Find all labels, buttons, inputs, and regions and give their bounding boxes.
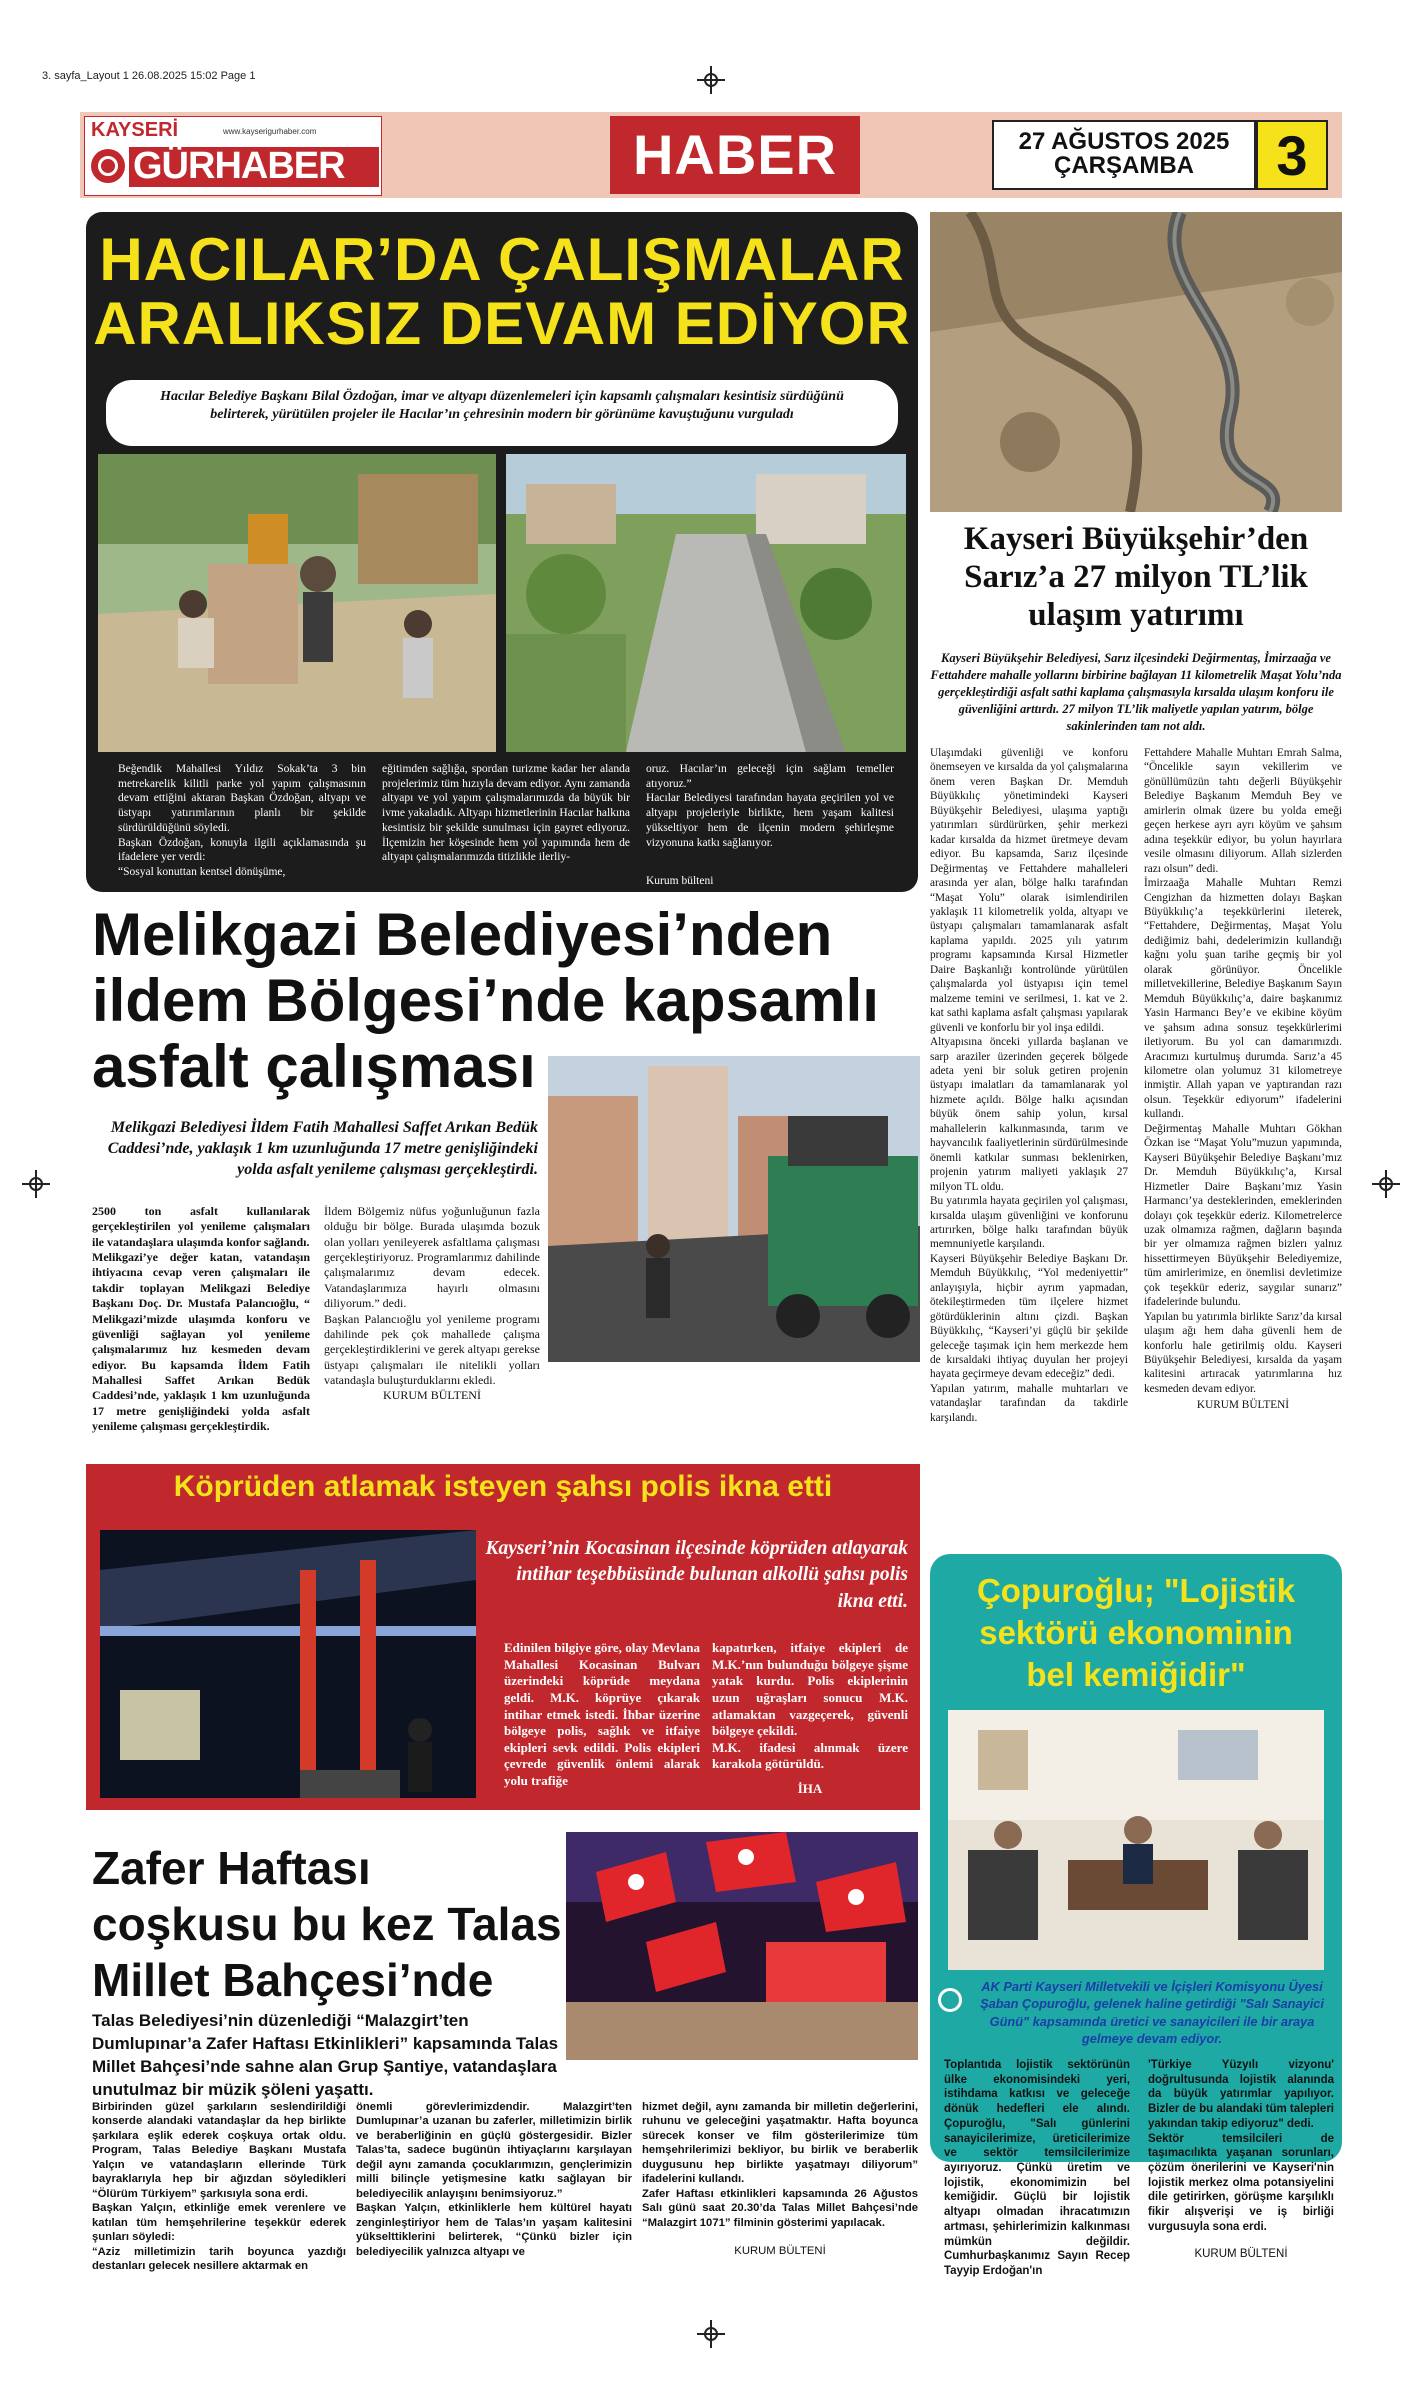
copuroglu-body-col2 <box>1148 2058 1334 2261</box>
hacilar-body-col1 <box>118 762 366 880</box>
sariz-title-line1: Kayseri Büyükşehir’den <box>963 521 1309 557</box>
bullet-icon <box>938 1988 962 2012</box>
registration-mark-icon <box>22 1170 50 1198</box>
zafer-title <box>92 1840 572 2008</box>
melikgazi-title-line2: ildem Bölgesi’nde kapsamlı <box>92 967 879 1034</box>
section-title: HABER <box>610 116 860 194</box>
registration-mark-icon <box>1372 1170 1400 1198</box>
sariz-byline: KURUM BÜLTENİ <box>1196 1399 1290 1412</box>
sariz-photo-aerial-road <box>930 212 1342 512</box>
kopru-col1-text: Edinilen bilgiye göre, olay Mevlana Mahallesi Kocasinan Bulvarı üzerindeki köprüde meydana geldi. M.K. köprüye çıkarak intihar etmek istedi. İhbar üzerine bölgeye polis, sağlık ve itfaiye ekipleri sevk edildi. Polis ekipleri çevrede güvenlik önlemi alarak yolu trafiğe <box>504 1640 700 1788</box>
logo-top: KAYSERİ <box>91 119 179 141</box>
hacilar-lead: Hacılar Belediye Başkanı Bilal Özdoğan, imar ve altyapı düzenlemeleri için kapsamlı çalışmaları kesintisiz sürdüğünü belirterek, yürütülen projeler ile Hacılar’ın çehresinin modern bir görünüme kavuştuğunu vurguladı <box>106 380 898 446</box>
kopru-photo-bridge-night <box>100 1530 476 1798</box>
logo <box>84 116 382 196</box>
copuroglu-title <box>930 1570 1342 1696</box>
date: 27 AĞUSTOS 2025 <box>1018 128 1230 155</box>
zafer-photo-concert <box>566 1832 918 2060</box>
sariz-lead: Kayseri Büyükşehir Belediyesi, Sarız ilçesindeki Değirmentaş, İmirzaağa ve Fettahdere mahalle yollarını birbirine bağlayan 11 kilometrelik Maşat Yolu’nda gerçekleştirdiği asfalt sathi kaplama çalışmasıyla kırsalda ulaşım konforu ile güvenliğini arttırdı. 27 milyon TL’lik maliyetle yapılan yatırım, bölge sakinlerinden tam not aldı. <box>930 651 1342 733</box>
zafer-title-line1: Zafer Haftası <box>92 1842 371 1894</box>
melikgazi-body-col2 <box>324 1204 540 1404</box>
sariz-body-col1 <box>930 746 1128 1425</box>
copuroglu-title-line3: bel kemiğidir" <box>1026 1656 1246 1693</box>
kopru-body-col2 <box>712 1640 908 1798</box>
hacilar-body-col3 <box>646 762 894 889</box>
zafer-body-col2 <box>356 2100 632 2259</box>
zafer-byline: KURUM BÜLTENİ <box>734 2245 826 2258</box>
melikgazi-lead: Melikgazi Belediyesi İldem Fatih Mahallesi Saffet Arıkan Bedük Caddesi’nde, yaklaşık 1 km uzunluğunda 17 metre genişliğindeki yolda asfalt yenileme çalışması gerçekleştirdi. <box>107 1119 538 1178</box>
kopru-title: Köprüden atlamak isteyen şahsı polis ikna etti <box>173 1470 833 1503</box>
copuroglu-byline: KURUM BÜLTENİ <box>1194 2247 1288 2260</box>
sariz-title-line2: Sarız’a 27 milyon TL’lik <box>964 559 1308 595</box>
masthead <box>80 112 1342 198</box>
logo-gur: GÜR <box>133 145 215 187</box>
zafer-title-line3: Millet Bahçesi’nde <box>92 1954 494 2006</box>
logo-haber: HABER <box>214 145 345 187</box>
registration-mark-icon <box>697 66 725 94</box>
hacilar-col1-text: Beğendik Mahallesi Yıldız Sokak’ta 3 bin metrekarelik kilitli parke yol yapım çalışmasının devam ettiğini aktaran Başkan Özdoğan, altyapı ve üstyapı yatırımlarının planlı bir şekilde sürdürüldüğünü söyledi. Başkan Özdoğan, konuyla ilgili açıklamasında şu ifadelere yer verdi: “Sosyal konuttan kentsel dönüşüme, <box>118 763 366 879</box>
hacilar-col3-text: oruz. Hacılar’ın geleceği için sağlam temeller atıyoruz.” Hacılar Belediyesi tarafından hayata geçirilen yol ve altyapı projeleriyle birlikte, hem yaşam kalitesi yükseltiyor hem de ilçenin modern şehirleşme vizyonuna katkı sağlanıyor. <box>646 763 894 849</box>
zafer-col2-text: önemli görevlerimizdendir. Malazgirt’ten Dumlupınar’a uzanan bu zaferler, milletimizin birlik ve beraberliğinin en güçlü göstergesidir. Bizler Talas’ta, sadece bugünün ihtiyaçlarını karşılayan değil aynı zamanda çocuklarımızın, gençlerimizin milli bilinçle yetişmesine katkı sağlayan bir belediyecilik anlayışını benimsiyoruz.” Başkan Yalçın, etkinliklerle hem kültürel hayatı zenginleştiriyor hem de Talas’ın yaşam kalitesini yükselttiklerini belirterek, “Çünkü bizler için belediyecilik yalnızca altyapı ve <box>356 2101 632 2258</box>
zafer-lead: Talas Belediyesi’nin düzenlediği “Malazgirt’ten Dumlupınar’a Zafer Haftası Etkinlikleri” kapsamında Talas Millet Bahçesi’nde sahne alan Grup Şantiye, vatandaşlara unutulmaz bir müzik şöleni yaşattı. <box>92 2011 559 2099</box>
hacilar-byline: Kurum bülteni <box>646 875 714 888</box>
copuroglu-body-col1 <box>944 2058 1130 2279</box>
copuroglu-col1-text: Toplantıda lojistik sektörünün ülke ekonomisindeki yeri, istihdama katkısı ve geleceğe dönük hedefleri ele alındı. Çopuroğlu, "Salı günlerini sanayicilerimize, üreticilerimize ve sektör temsilcilerimize ayırıyoruz. Çünkü üretim ve lojistik, ekonomimizin bel kemiğidir. Güçlü bir lojistik altyapı olmadan ihracatımızın artması, şehirlerimizin kalkınması mümkün değildir. Cumhurbaşkanımız Sayın Recep Tayyip Erdoğan'ın <box>944 2059 1130 2278</box>
registration-mark-icon <box>697 2320 725 2348</box>
hacilar-col2-text: eğitimden sağlığa, spordan turizme kadar her alanda projelerimiz tüm hızıyla devam ediyor. Aynı zamanda altyapı ve yol yapım çalışmalarımızda da büyük bir ivme yakaladık. Altyapı hizmetlerinin Hacılar halkına kesintisiz bir şekilde sunulması için gayret ediyoruz. İlçemizin her köşesinde hem yol yapımında hem de altyapı çalışmalarımızda titizlikle ilerliy- <box>382 763 630 864</box>
sariz-body-col2 <box>1144 746 1342 1413</box>
logo-url: www.kayserigurhaber.com <box>223 127 317 136</box>
sariz-col2-text: Fettahdere Mahalle Muhtarı Emrah Salma, “Öncelikle sayın vekillerim ve gönüllümüzün tahtı değerli Büyükşehir Belediye Başkanım Memduh Bey ve amirlerin olmak üzere bu yolda emeği geçen herkese ayrı ayrı köyüm ve şahsım adına teşekkür ediyor, bu yolun hayırlara vesile olmasını diliyorum. Allah sizlerden razı olsun” dedi. İmirzaağa Mahalle Muhtarı Remzi Cengizhan da hizmetten dolayı Başkan Büyükkılıç’a teşekkürlerini ileterek, “Fettahdere, Değirmentaş, Maşat Yolu dediğimiz bahi, dedelerimizin kullandığı kağnı yolu şuan tarihe geçmiş bir yol olarak görünüyor. Öncelikle milletvekillerine, Belediye Başkanım Sayın Memduh Büyükkılıç’a, daire başkanımız Yasin Harmancı Bey’e ve ekibine köyüm ve şahsım adına sonsuz teşekkürlerimi iletiyorum. Bu yol can damarımızdı. Aracımızı kurtulmuş durumda. Sarız’a 45 kilometre olan yolumuz 31 kilometreye inmiştir. Allah yapan ve yaptırandan razı olsun. Teşekkür ediyorum” ifadelerini kullandı. Değirmentaş Mahalle Muhtarı Gökhan Özkan ise “Maşat Yolu”muzun yapımında, Kayseri Büyükşehir Belediye Başkanı’mız Dr. Memduh Büyükkılıç’a, Kırsal Hizmetler Daire Başkanı’mız Yasin Harmancı’ya desteklerinden, emeklerinden dolayı çok teşekkür ederiz. Kilometrelerce uzak olmamıza rağmen, dağların başında bir yer olmamıza rağmen bizlerı yalnız hissettirmeyen Büyükşehir Belediyemize, tüm amirlerimize, en önemlisi devletimize çok teşekkür ederiz, saygılar sunarız” ifadelerinde bulundu. Yapılan bu yatırımla birlikte Sarız’da kırsal ulaşım ağı hem daha güvenli hem de konforlu hale getirilmiş oldu. Kayseri Büyükşehir Belediyesi, kırsalda da yaşam kalitesini artıracak yatırımlarına hız kesmeden devam ediyor. <box>1144 747 1342 1395</box>
date-box <box>992 120 1342 190</box>
hacilar-title-line2: ARALIKSIZ DEVAM EDİYOR <box>93 290 911 357</box>
melikgazi-col2-text: İldem Bölgemiz nüfus yoğunluğunun fazla olduğu bir bölge. Burada ulaşımda bozuk olan yolları yenileyerek asfaltlama çalışması gerçekleştiriyoruz. Programlarımız dahilinde çalışmalarımız devam edecek. Vatandaşlarımıza hayırlı olmasını diliyorum.” dedi. Başkan Palancıoğlu yol yenileme programı dahilinde pek çok mahallede çalışma gerçekleştirdiklerini ve gerek altyapı gerekse üstyapı çalışmaları ile nitelikli yolları vatandaşla buluşturduklarını ekledi. <box>324 1204 540 1387</box>
zafer-body-col1 <box>92 2100 346 2273</box>
melikgazi-title-line1: Melikgazi Belediyesi’nden <box>92 901 833 968</box>
hacilar-photo-paving <box>98 454 496 752</box>
hacilar-title-line1: HACILAR’DA ÇALIŞMALAR <box>99 226 905 293</box>
copuroglu-title-line2: sektörü ekonominin <box>979 1614 1293 1651</box>
copuroglu-col2-text: 'Türkiye Yüzyılı vizyonu' doğrultusunda lojistik alanında da büyük yatırımlar yapılıyor. Bizler de bu alandaki tüm talepleri yakından takip ediyoruz" dedi. Sektör temsilcileri de taşımacılıkta yaşanan sorunları, çözüm önerilerini ve Kayseri'nin lojistik merkez olma potansiyelini dile getirirken, görüşme karşılıklı fikir alışverişi ve iş birliği vurgusuyla sona erdi. <box>1148 2059 1334 2233</box>
zafer-title-line2: coşkusu bu kez Talas <box>92 1898 562 1950</box>
hacilar-photo-road <box>506 454 906 752</box>
kopru-body-col1 <box>504 1640 700 1790</box>
melikgazi-body-col1 <box>92 1204 310 1434</box>
kopru-byline: İHA <box>797 1781 823 1796</box>
kopru-lead: Kayseri’nin Kocasinan ilçesinde köprüden atlayarak intihar teşebbüsünde bulunan alkollü şahsı polis ikna etti. <box>485 1538 908 1612</box>
page-number: 3 <box>1256 120 1328 190</box>
kopru-article <box>86 1464 920 1810</box>
zafer-col3-text: hizmet değil, aynı zamanda bir milletin değerlerini, ruhunu ve geleceğini yaşatmaktır. Hafta boyunca sürecek konser ve film gösterilerimize tüm hemşehrilerimizi bekliyor, bu birlik ve beraberlik duygusunu hep birlikte yaşatmayı diliyorum” ifadelerini kullandı. Zafer Haftası etkinlikleri kapsamında 26 Ağustos Salı günü saat 20.30’da Talas Millet Bahçesi’nde “Malazgirt 1071” filminin gösterimi yapılacak. <box>642 2101 918 2229</box>
sariz-title <box>930 520 1342 634</box>
copuroglu-title-line1: Çopuroğlu; "Lojistik <box>976 1572 1296 1609</box>
logo-wordmark <box>133 145 345 188</box>
hacilar-body-col2 <box>382 762 630 865</box>
melikgazi-photo-asphalt <box>548 1056 920 1362</box>
print-slug: 3. sayfa_Layout 1 26.08.2025 15:02 Page 1 <box>42 70 256 82</box>
copuroglu-photo-meeting <box>948 1710 1324 1970</box>
zafer-body-col3 <box>642 2100 918 2259</box>
weekday: ÇARŞAMBA <box>1054 152 1194 179</box>
zafer-col1-text: Birbirinden güzel şarkıların seslendirildiği konserde alandaki vatandaşlar da hep birlikte şarkılara eşlik ederek coşkuya ortak oldu. Program, Talas Belediye Başkanı Mustafa Yalçın ve vatandaşların ellerinde Türk bayraklarıyla hep bir ağızdan söyledikleri “Ölürüm Türkiyem” şarkısıyla sona erdi. Başkan Yalçın, etkinliğe emek verenlere ve katılan tüm hemşehrilerine teşekkür ederek şunları söyledi: “Aziz milletimizin tarih boyunca yazdığı destanları gelecek nesillere aktarmak en <box>92 2101 346 2272</box>
logo-emblem-icon <box>91 149 125 183</box>
melikgazi-col1-text: 2500 ton asfalt kullanılarak gerçekleştirilen yol yenileme çalışmaları ile vatandaşlara ulaşımda konfor sağlandı. Melikgazi’ye değer katan, vatandaşın ihtiyacına cevap veren çalışmaları ile takdir toplayan Melikgazi Belediye Başkanı Doç. Dr. Mustafa Palancıoğlu, “ Melikgazi’mizde ulaşımda konforu ve güvenliği sağlayan yol yenileme çalışmalarımız hız kesmeden devam ediyor. Bu kapsamda İldem Fatih Mahallesi Saffet Arıkan Bedük Caddesi’nde, yaklaşık 1 km uzunluğunda 17 metre genişliğindeki yolda asfalt yenileme çalışması gerçekleştirdik. <box>92 1204 310 1434</box>
copuroglu-lead: AK Parti Kayseri Milletvekili ve İçişleri Komisyonu Üyesi Şaban Çopuroğlu, gelenek haline getirdiği "Salı Sanayici Günü" kapsamında üretici ve sanayicileri ile bir araya gelmeye devam ediyor. <box>980 1979 1324 2046</box>
melikgazi-byline: KURUM BÜLTENİ <box>383 1388 481 1403</box>
sariz-title-line3: ulaşım yatırımı <box>1028 597 1244 633</box>
kopru-col2-text: kapatırken, itfaiye ekipleri de M.K.’nın bulunduğu bölgeye şişme yatak kurdu. Polis ekiplerinin uzun uğraşları sonucu M.K. atlamaktan vazgeçerek, güvenli bölgeye çekildi. M.K. ifadesi alınmak üzere karakola götürüldü. <box>712 1640 908 1772</box>
hacilar-article <box>86 212 918 892</box>
sariz-col1-text: Ulaşımdaki güvenliği ve konforu önemseyen ve kırsalda da yol çalışmalarına önem veren Başkan Dr. Memduh Büyükkılıç yönetimindeki Kayseri Büyükşehir Belediyesi, ulaşıma yaptığı yatırımları sürdürürken, şehir merkezi kadar kırsalda da hizmet üretmeye devam ediyor. Bu kapsamda, Sarız ilçesinde Değirmentaş ve Fettahdere mahalleleri arasında yer alan, bölge halkı tarafından “Maşat Yolu” olarak isimlendirilen yaklaşık 11 kilometrelik yolda, altyapı ve üstyapı çalışmaları tamamlanarak asfalt kaplama yapıldı. 2025 yılı yatırım programı kapsamında Kırsal Hizmetler Daire Başkanlığı kontrolünde yürütülen çalışmalarda yol üstyapısı için temel malzeme temini ve serilmesi, 1. kat ve 2. kat sathi kaplama asfalt çalışması yapılarak güvenli ve konforlu bir yol inşa edildi. Altyapısına önceki yıllarda başlanan ve sarp araziler üzerinden geçerek bölgede adeta yeni bir soluk getiren projenin üstyapı imalatları da tamamlanarak yol hizmete açıldı. Bölge halkı açısından büyük önem sahip yolun, kırsal mahallelerin kalkınmasında, tarım ve hayvancılık faaliyetlerinin sürdürülmesinde önemli katkılar sunması beklenirken, projenin yatırım maliyeti yaklaşık 27 milyon TL oldu. Bu yatırımla hayata geçirilen yol çalışması, kırsalda ulaşım güvenliğini ve konforunu artırırken, bölge halkı tarafından büyük memnuniyetle karşılandı. Kayseri Büyükşehir Belediye Başkanı Dr. Memduh Büyükkılıç, “Yol medeniyettir” anlayışıyla, hiçbir ayrım yapmadan, ötekileştirmeden tüm ilçelere hizmet götürdüklerinin altını çizdi. Başkan Büyükkılıç, “Kayseri’yi güçlü bir şekilde geleceğe taşımak için hem merkezde hem de kırsaldaki ihtiyaç duyulan her projeyi hayata geçirmeye devam edeceğiz” dedi. Yapılan yatırım, mahalle muhtarları ve vatandaşlar tarafından da takdirle karşılandı. <box>930 747 1128 1424</box>
melikgazi-title-line3: asfalt çalışması <box>92 1033 536 1100</box>
